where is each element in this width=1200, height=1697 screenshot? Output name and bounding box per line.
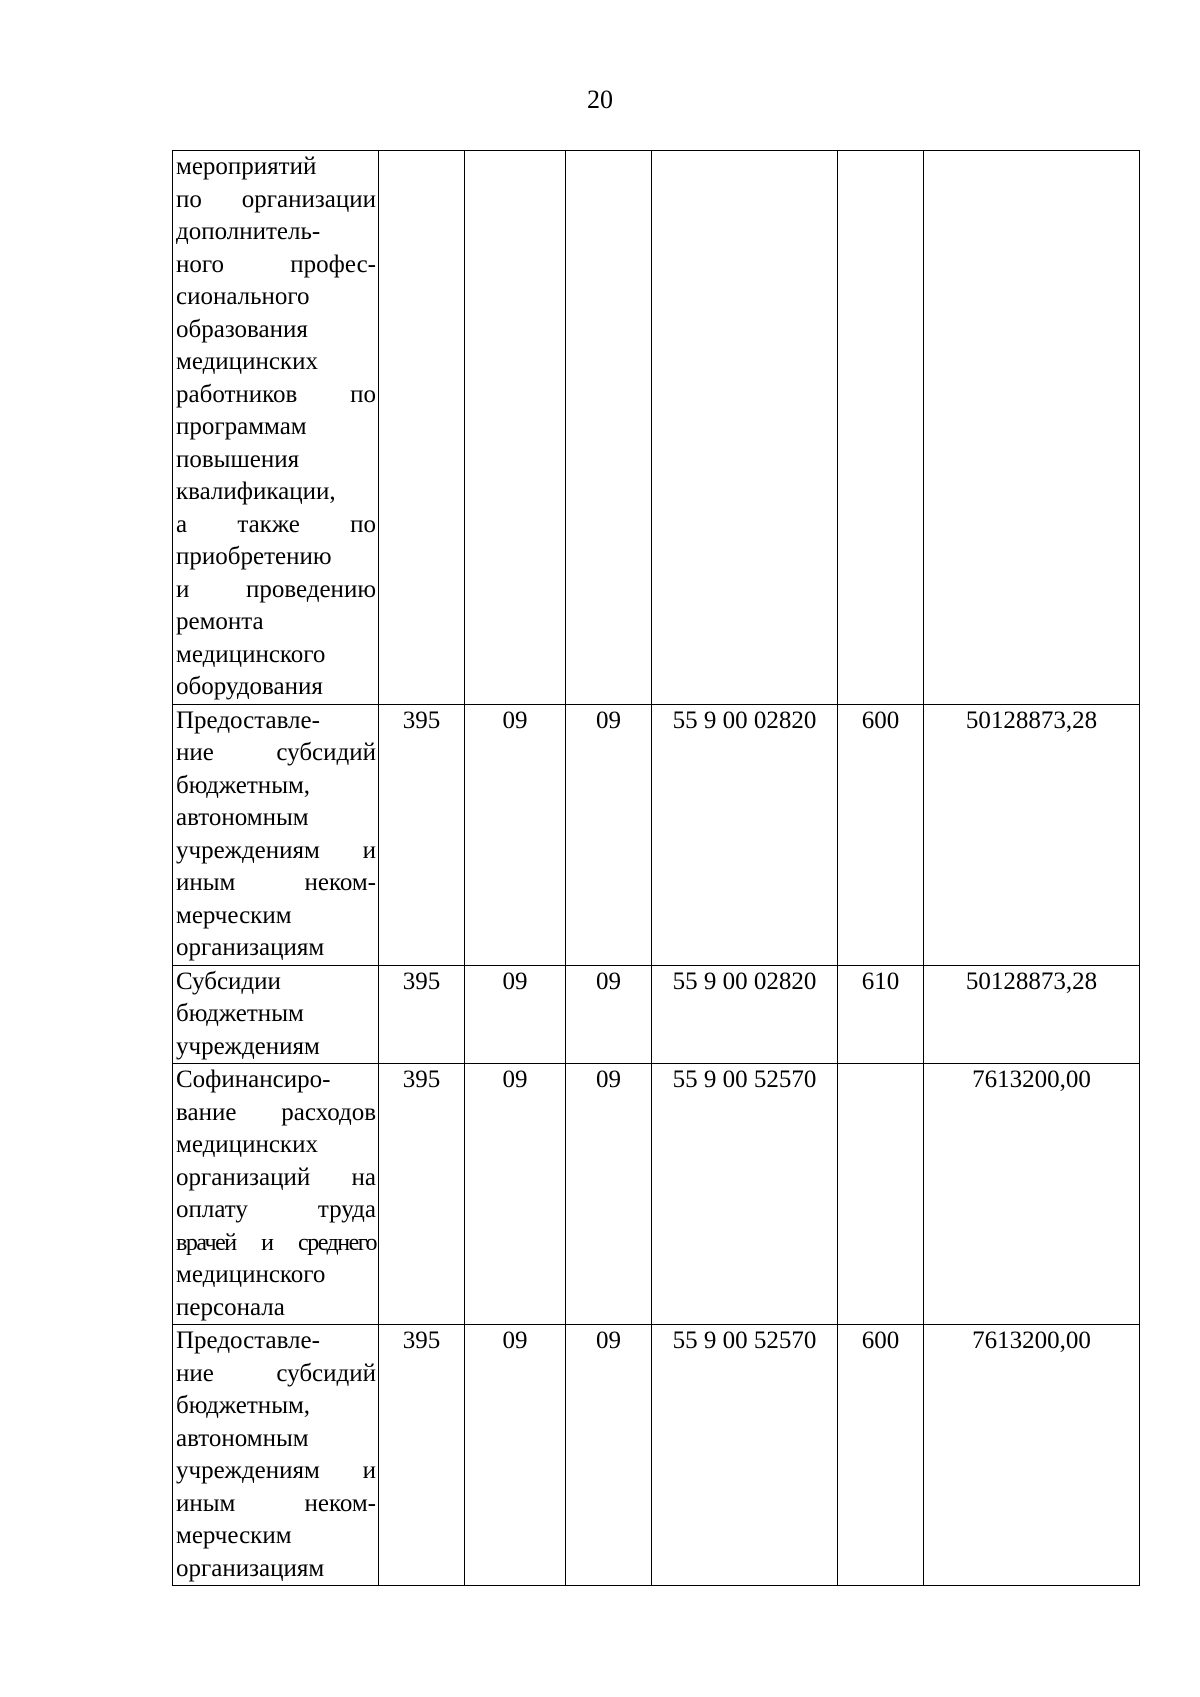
table-row [173,1064,1140,1325]
table-row [173,704,1140,965]
expense-name-line: оплату труда [176,1196,376,1223]
expense-name-line: а также по [176,510,376,538]
subsection-code-cell: 09 [566,704,652,965]
table-body [173,151,1140,1586]
expense-name-line: работников по [176,380,376,408]
expense-name-line: мерческим [176,1522,292,1549]
expense-name-line: по организации [176,185,376,213]
subsection-code-cell: 09 [566,965,652,1064]
amount-cell: 7613200,00 [924,1064,1140,1325]
expense-name-line: организациям [176,934,325,961]
page-number: 20 [587,85,613,114]
expense-name-line: оборудования [176,673,323,700]
table-row [173,151,1140,705]
amount-cell [924,151,1140,705]
expense-name-line: бюджетным, [176,1392,311,1419]
amount-cell: 50128873,28 [924,965,1140,1064]
section-code-cell: 09 [465,704,566,965]
expense-name-line: дополнитель- [176,218,321,245]
amount-cell: 7613200,00 [924,1325,1140,1586]
grbs-code-cell: 395 [379,704,465,965]
grbs-code-cell [379,151,465,705]
expense-name-line: мерческим [176,901,292,929]
expense-name-line: вание расходов [176,1098,376,1126]
expense-name-cell [173,704,379,965]
expense-name-line: Софинансиро- [176,1066,331,1093]
expense-name-line: учреждениям и [176,836,376,864]
expense-name-line: программам [176,413,307,440]
expense-name-line: бюджетным, [176,771,311,799]
expense-name-line: иным неком- [176,869,376,896]
expense-name-line: ремонта [176,608,264,635]
expense-name-line: медицинских [176,348,318,375]
expense-name-line: сионального [176,283,310,310]
target-article-cell: 55 9 00 02820 [652,965,838,1064]
expense-name-line: автономным [176,804,309,831]
expense-name-line: приобретению [176,543,332,570]
expense-name-cell [173,1064,379,1325]
expense-type-cell: 600 [838,704,924,965]
table-row [173,965,1140,1064]
expense-name-line: организаций на [176,1163,376,1191]
budget-table [172,150,1140,1586]
expense-name-line: Субсидии [176,967,281,995]
expense-name-cell [173,1325,379,1586]
expense-name-line: медицинского [176,640,326,668]
target-article-cell [652,151,838,705]
expense-name-line: ного профес- [176,250,376,278]
expense-type-cell: 600 [838,1325,924,1586]
expense-name-line: Предоставле- [176,706,320,734]
section-code-cell: 09 [465,965,566,1064]
grbs-code-cell: 395 [379,1325,465,1586]
expense-name-line: медицинских [176,1131,318,1158]
expense-name-line: ние субсидий [176,739,376,766]
expense-name-line: медицинского [176,1261,326,1288]
expense-type-cell [838,151,924,705]
expense-name-line: квалификации, [176,478,336,505]
expense-name-line: мероприятий [176,153,317,180]
grbs-code-cell: 395 [379,1064,465,1325]
expense-name-line: и проведению [176,575,376,603]
expense-name-line: персонала [176,1293,285,1321]
expense-name-line: образования [176,315,308,343]
expense-name-line: бюджетным [176,1000,304,1027]
grbs-code-cell: 395 [379,965,465,1064]
section-code-cell: 09 [465,1064,566,1325]
section-code-cell [465,151,566,705]
target-article-cell: 55 9 00 52570 [652,1064,838,1325]
target-article-cell: 55 9 00 52570 [652,1325,838,1586]
expense-name-line: автономным [176,1424,309,1452]
subsection-code-cell [566,151,652,705]
expense-name-cell [173,151,379,705]
expense-name-line: врачей и среднего [176,1229,376,1256]
expense-name-line: повышения [176,445,300,473]
expense-name-cell [173,965,379,1064]
target-article-cell: 55 9 00 02820 [652,704,838,965]
expense-name-line: иным неком- [176,1489,376,1517]
subsection-code-cell: 09 [566,1064,652,1325]
expense-type-cell: 610 [838,965,924,1064]
expense-type-cell [838,1064,924,1325]
amount-cell: 50128873,28 [924,704,1140,965]
table-row [173,1325,1140,1586]
expense-name-line: Предоставле- [176,1327,320,1354]
subsection-code-cell: 09 [566,1325,652,1586]
expense-name-line: организациям [176,1554,325,1582]
expense-name-line: учреждениям и [176,1457,376,1484]
section-code-cell: 09 [465,1325,566,1586]
expense-name-line: ние субсидий [176,1359,376,1387]
expense-name-line: учреждениям [176,1032,320,1060]
